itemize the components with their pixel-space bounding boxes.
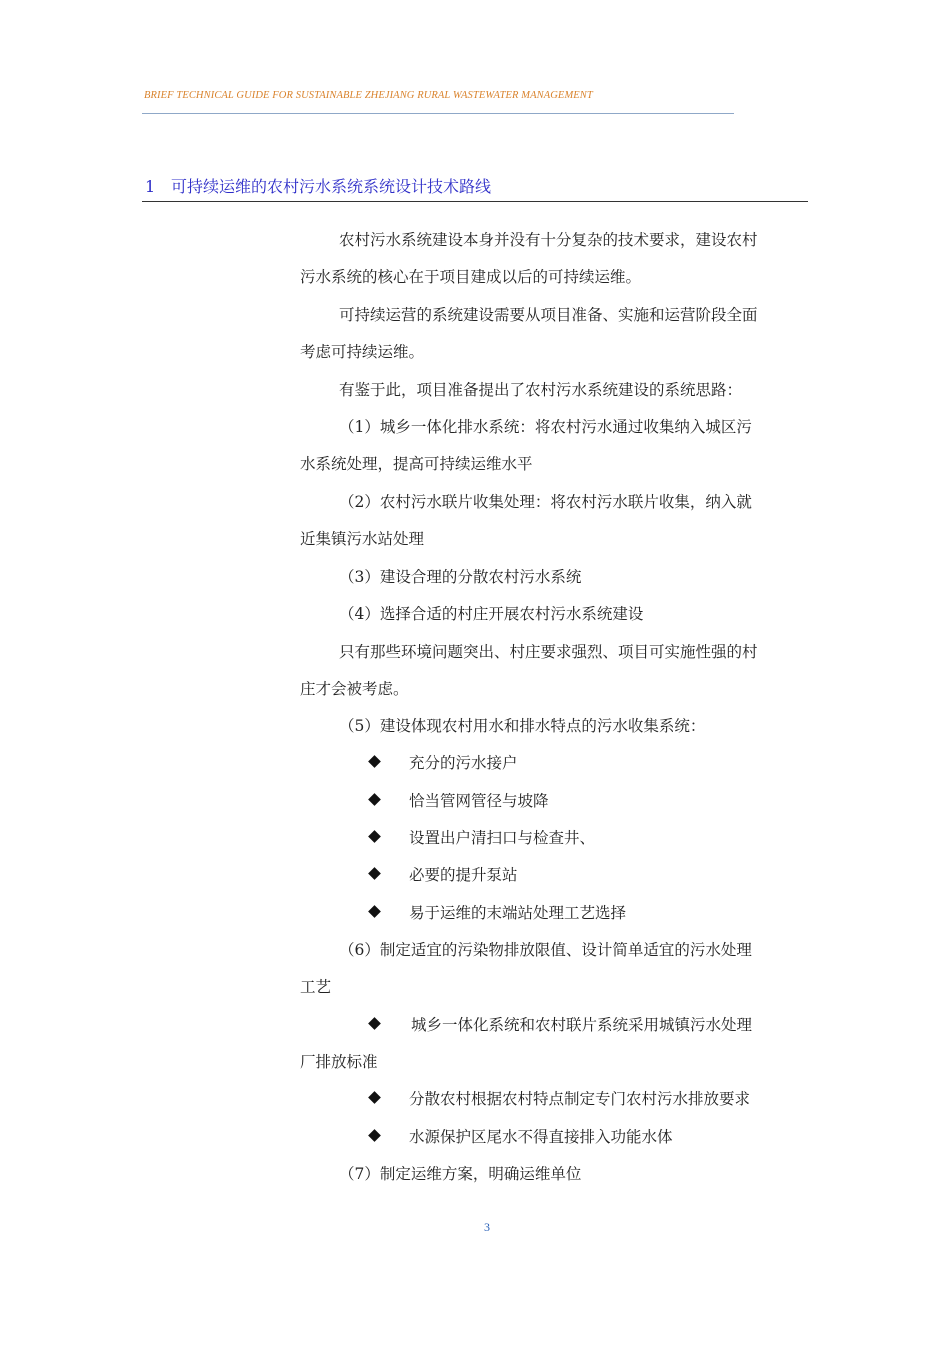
diamond-bullet-icon [368,830,381,843]
paragraph-2-line-1: 可持续运营的系统建设需要从项目准备、实施和运营阶段全面 [339,306,758,324]
diamond-bullet-icon [368,867,381,880]
diamond-bullet-icon [368,1017,381,1030]
item-4: （4）选择合适的村庄开展农村污水系统建设 [339,605,644,623]
item-6-line-2: 工艺 [300,978,332,996]
diamond-bullet-icon [368,755,381,768]
page-number: 3 [484,1220,490,1234]
item-5: （5）建设体现农村用水和排水特点的污水收集系统： [339,717,706,735]
item-2-line-2: 近集镇污水站处理 [300,530,425,548]
item-3: （3）建设合理的分散农村污水系统 [339,568,582,586]
diamond-bullet-icon [368,1091,381,1104]
section-title: 可持续运维的农村污水系统系统设计技术路线 [171,177,492,196]
heading-rule [142,201,808,202]
paragraph-3: 有鉴于此，项目准备提出了农村污水系统建设的系统思路： [339,381,743,399]
bullet-item: 分散农村根据农村特点制定专门农村污水排放要求 [409,1090,751,1108]
bullet-item: 易于运维的末端站处理工艺选择 [409,904,627,922]
item-7: （7）制定运维方案，明确运维单位 [339,1165,582,1183]
item-2-line-1: （2）农村污水联片收集处理：将农村污水联片收集，纳入就 [339,493,752,511]
bullet-item: 恰当管网管径与坡降 [409,792,549,810]
section-heading [145,174,491,197]
running-header: BRIEF TECHNICAL GUIDE FOR SUSTAINABLE ZHEJIANG RURAL WASTEWATER MANAGEMENT [144,90,593,101]
paragraph-1-line-1: 农村污水系统建设本身并没有十分复杂的技术要求，建设农村 [339,231,758,249]
section-number: 1 [145,177,156,196]
bullet-item-continuation: 厂排放标准 [300,1053,378,1071]
bullet-item: 城乡一体化系统和农村联片系统采用城镇污水处理 [411,1016,753,1034]
bullet-item: 必要的提升泵站 [409,866,518,884]
header-rule [142,113,734,114]
bullet-item: 水源保护区尾水不得直接排入功能水体 [409,1128,673,1146]
item-1-line-2: 水系统处理，提高可持续运维水平 [300,455,533,473]
item-6-line-1: （6）制定适宜的污染物排放限值、设计简单适宜的污水处理 [339,941,752,959]
paragraph-1-line-2: 污水系统的核心在于项目建成以后的可持续运维。 [300,268,642,286]
diamond-bullet-icon [368,1129,381,1142]
paragraph-2-line-2: 考虑可持续运维。 [300,343,425,361]
diamond-bullet-icon [368,793,381,806]
bullet-item: 设置出户清扫口与检查井、 [409,829,596,847]
item-1-line-1: （1）城乡一体化排水系统：将农村污水通过收集纳入城区污 [339,418,752,436]
diamond-bullet-icon [368,905,381,918]
paragraph-4-line-2: 庄才会被考虑。 [300,680,409,698]
paragraph-4-line-1: 只有那些环境问题突出、村庄要求强烈、项目可实施性强的村 [339,643,758,661]
bullet-item: 充分的污水接户 [409,754,518,772]
